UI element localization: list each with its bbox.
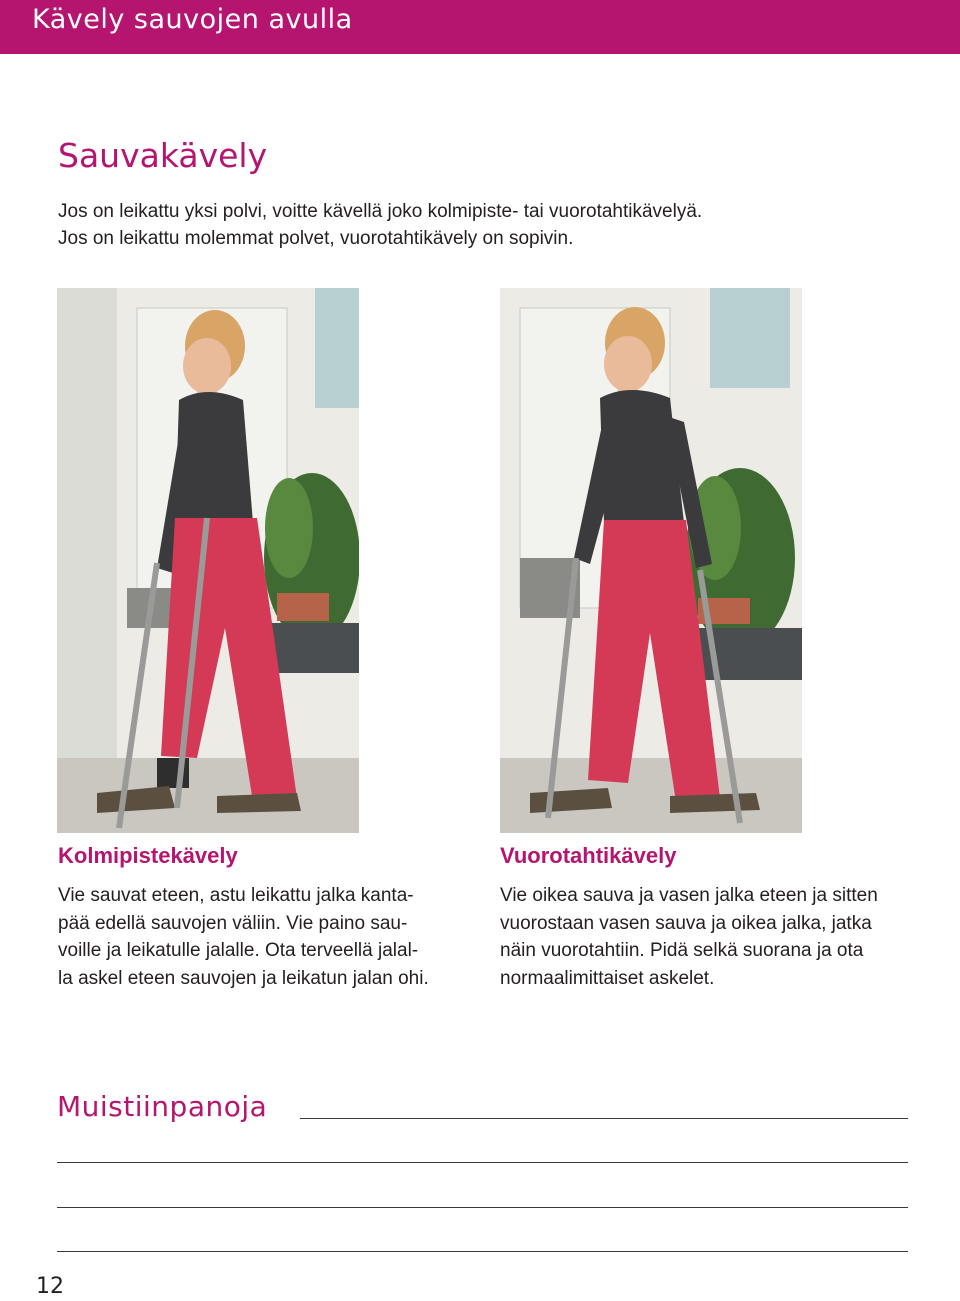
caption-line: vuorostaan vasen sauva ja oikea jalka, jatka [500,912,872,934]
intro-line: Jos on leikattu yksi polvi, voitte kävellä joko kolmipiste- tai vuorotahtikävelyä. [58,201,703,222]
notes-title: Muistiinpanoja [57,1090,268,1123]
caption-line: Vie sauvat eteen, astu leikattu jalka kanta- [58,885,414,906]
caption-line: voille ja leikatulle jalalle. Ota terveellä jalal- [58,940,419,961]
note-line [57,1251,908,1252]
note-line [57,1162,908,1163]
caption-title-alternating: Vuorotahtikävely [500,843,677,868]
header-bar [0,0,960,54]
photo-alternating-walking [500,288,802,833]
caption-title-three-point: Kolmipistekävely [58,843,238,868]
note-line [300,1118,908,1119]
intro-paragraph [58,198,918,252]
caption-text-alternating [500,882,930,992]
section-title: Sauvakävely [58,136,268,175]
caption-line: Vie oikea sauva ja vasen jalka eteen ja sitten [500,885,878,906]
caption-line: pää edellä sauvojen väliin. Vie paino sau- [58,912,408,934]
note-line [57,1207,908,1208]
photo-three-point-walking [57,288,359,833]
caption-line: näin vuorotahtiin. Pidä selkä suorana ja ota [500,940,864,961]
header-title: Kävely sauvojen avulla [32,4,353,35]
intro-line: Jos on leikattu molemmat polvet, vuorotahtikävely on sopivin. [58,228,574,249]
page-number: 12 [36,1274,64,1299]
caption-line: normaalimittaiset askelet. [500,967,715,989]
caption-line: la askel eteen sauvojen ja leikatun jalan ohi. [58,967,429,989]
caption-text-three-point [58,882,488,992]
